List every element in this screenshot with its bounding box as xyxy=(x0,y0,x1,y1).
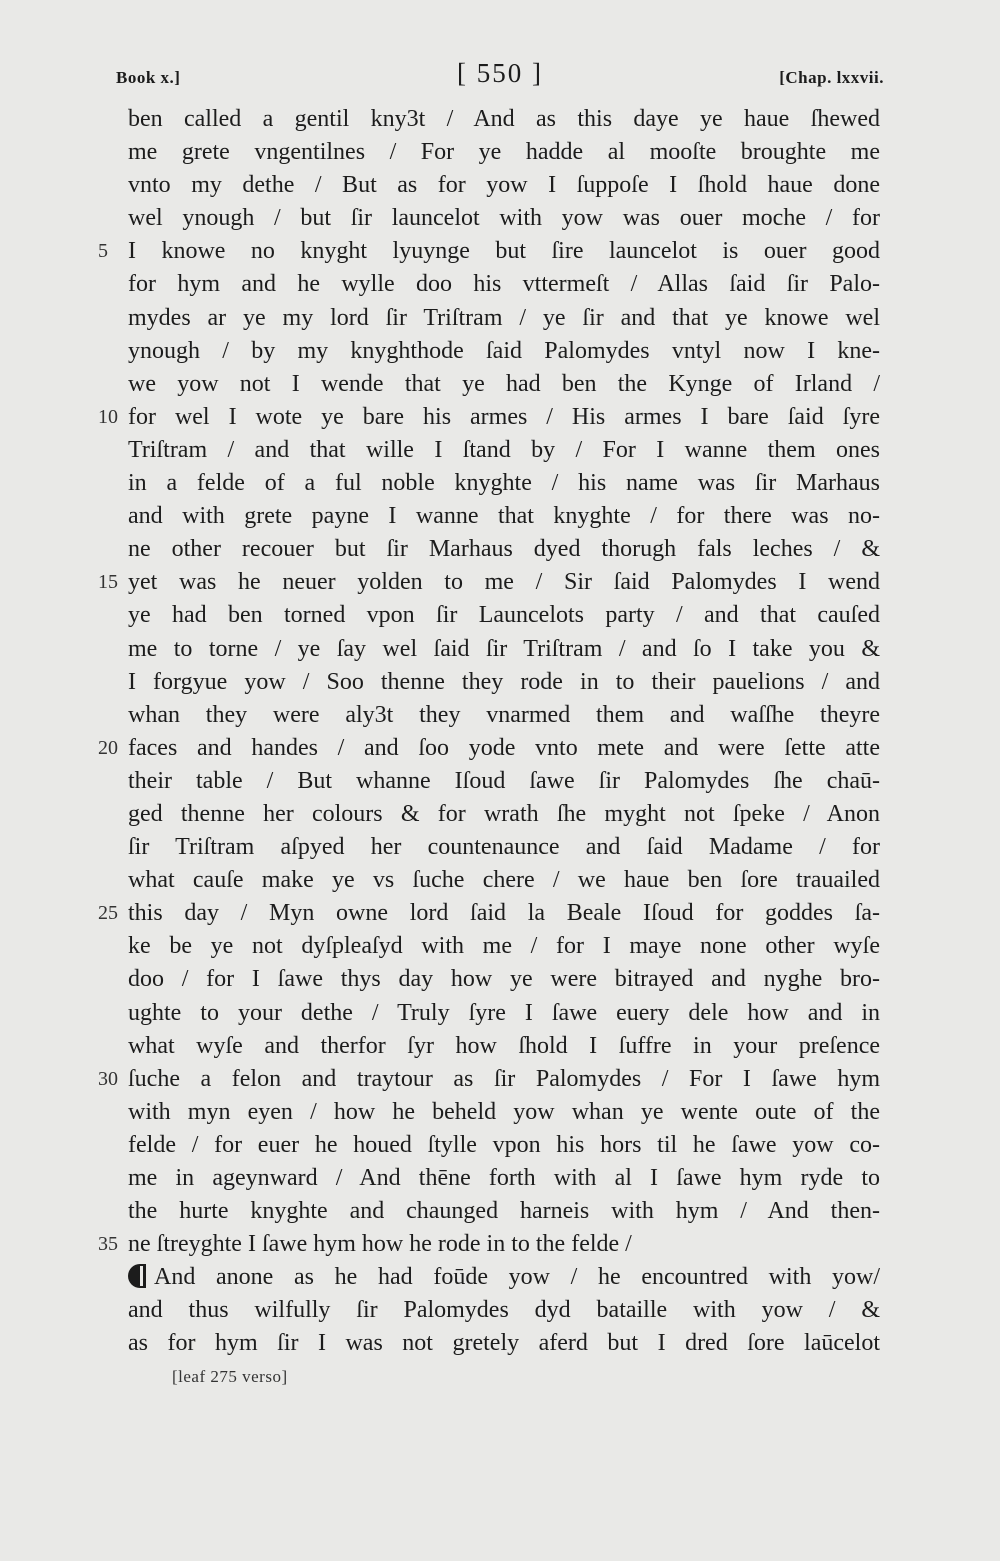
line-text: whan they were aly3t they vnarmed them and waſſhe theyre xyxy=(128,701,880,728)
line-text: in a felde of a ful noble knyghte / his name was ſir Marhaus xyxy=(128,470,880,497)
text-line xyxy=(128,169,880,202)
line-text: ughte to your dethe / Truly ſyre I ſawe euery dele how and in xyxy=(128,999,880,1026)
text-line xyxy=(128,434,880,467)
page-number: [ 550 ] xyxy=(457,58,543,88)
line-text: mydes ar ye my lord ſir Triſtram / ye ſir and that ye knowe wel xyxy=(128,304,880,331)
line-text: ged thenne her colours & for wrath ſhe myght not ſpeke / Anon xyxy=(128,800,880,827)
line-text: ye had ben torned vpon ſir Launcelots party / and that cauſed xyxy=(128,602,880,629)
line-text: ne other recouer but ſir Marhaus dyed thorugh fals leches / & xyxy=(128,536,880,563)
text-line xyxy=(128,699,880,732)
pilcrow-icon xyxy=(128,1264,146,1288)
line-text: me in ageynward / And thēne forth with al I ſawe hym ryde to xyxy=(128,1165,880,1191)
line-text: faces and handes / and ſoo yode vnto mete and were ſette atte xyxy=(128,734,880,761)
text-line xyxy=(98,235,880,268)
line-text: their table / But whanne Iſoud ſawe ſir Palomydes ſhe chaū- xyxy=(128,767,880,794)
text-line xyxy=(128,533,880,566)
text-line xyxy=(98,897,880,930)
line-text: ſir Triſtram aſpyed her countenaunce and ſaid Madame / for xyxy=(128,834,880,861)
line-text: for hym and he wylle doo his vttermeſt / Allas ſaid ſir Palo- xyxy=(128,271,880,298)
line-text: ſuche a felon and traytour as ſir Palomydes / For I ſawe hym xyxy=(128,1065,880,1092)
line-number: 15 xyxy=(98,571,118,594)
line-number: 30 xyxy=(98,1067,118,1090)
text-line xyxy=(128,997,880,1030)
text-line xyxy=(128,103,880,136)
line-text: what wyſe and therfor ſyr how ſhold I ſuffre in your preſence xyxy=(128,1032,880,1059)
text-line xyxy=(128,963,880,996)
line-text: what cauſe make ye vs ſuche chere / we haue ben ſore trauailed xyxy=(128,867,880,894)
line-text: wel ynough / but ſir launcelot with yow was ouer moche / for xyxy=(128,205,880,232)
text-line xyxy=(128,500,880,533)
text-line xyxy=(128,1162,880,1195)
line-text: vnto my dethe / But as for yow I ſuppoſe I ſhold haue done xyxy=(128,172,880,199)
text-line xyxy=(128,335,880,368)
text-line xyxy=(128,1294,880,1327)
line-text: ke be ye not dyſpleaſyd with me / for I maye none other wyſe xyxy=(128,933,880,960)
text-line xyxy=(128,633,880,666)
book-number: Book x.] xyxy=(116,68,181,87)
text-line xyxy=(128,831,880,864)
text-line xyxy=(128,136,880,169)
text-line xyxy=(128,467,880,500)
line-number: 20 xyxy=(98,736,118,759)
text-line xyxy=(128,1096,880,1129)
line-text: yet was he neuer yolden to me / Sir ſaid Palomydes I wend xyxy=(128,569,880,596)
text-line xyxy=(98,732,880,765)
line-text: the hurte knyghte and chaunged harneis with hym / And then- xyxy=(128,1198,880,1225)
chapter-number: [Chap. lxxvii. xyxy=(779,68,884,87)
text-line xyxy=(128,302,880,335)
running-header xyxy=(116,58,884,98)
line-text-content: And anone as he had foūde yow / he encountred with yow/ xyxy=(154,1264,880,1291)
line-text: ne ſtreyghte I ſawe hym how he rode in to the felde / xyxy=(128,1231,632,1258)
line-text: for wel I wote ye bare his armes / His armes I bare ſaid ſyre xyxy=(128,403,880,430)
text-line xyxy=(128,930,880,963)
line-text: I forgyue yow / Soo thenne they rode in to their pauelions / and xyxy=(128,668,880,695)
line-number: 35 xyxy=(98,1233,118,1256)
line-text: I knowe no knyght lyuynge but ſire launcelot is ouer good xyxy=(128,238,880,265)
line-number: 5 xyxy=(98,240,108,263)
text-line xyxy=(128,765,880,798)
text-line xyxy=(128,268,880,301)
leaf-note: [leaf 275 verso] xyxy=(172,1367,288,1386)
text-line xyxy=(128,864,880,897)
line-number: 10 xyxy=(98,405,118,428)
text-line xyxy=(128,1030,880,1063)
line-text: this day / Myn owne lord ſaid la Beale Iſoud for goddes ſa- xyxy=(128,900,880,927)
text-line xyxy=(98,401,880,434)
text-line xyxy=(128,368,880,401)
line-text: me to torne / ye ſay wel ſaid ſir Triſtram / and ſo I take you & xyxy=(128,635,880,662)
line-text: and thus wilfully ſir Palomydes dyd bataille with yow / & xyxy=(128,1297,880,1324)
line-text: felde / for euer he houed ſtylle vpon his hors til he ſawe yow co- xyxy=(128,1131,880,1158)
line-text: ynough / by my knyghthode ſaid Palomydes vntyl now I kne- xyxy=(128,337,880,364)
line-text xyxy=(128,1261,880,1294)
text-line xyxy=(98,1228,880,1261)
line-text: me grete vngentilnes / For ye hadde al mooſte broughte me xyxy=(128,139,880,166)
line-text: and with grete payne I wanne that knyghte / for there was no- xyxy=(128,503,880,530)
line-number: 25 xyxy=(98,902,118,925)
line-text: with myn eyen / how he beheld yow whan ye wente oute of the xyxy=(128,1098,880,1125)
text-line xyxy=(128,1261,880,1294)
line-text: as for hym ſir I was not gretely aferd but I dred ſore laūcelot xyxy=(128,1330,880,1357)
text-line xyxy=(128,798,880,831)
text-line xyxy=(98,1063,880,1096)
text-line xyxy=(128,202,880,235)
line-text: doo / for I ſawe thys day how ye were bitrayed and nyghe bro- xyxy=(128,966,880,993)
line-text: ben called a gentil kny3t / And as this daye ye haue ſhewed xyxy=(128,106,880,132)
line-text: we yow not I wende that ye had ben the Kynge of Irland / xyxy=(128,370,880,397)
text-line xyxy=(128,1129,880,1162)
line-text: Triſtram / and that wille I ſtand by / For I wanne them ones xyxy=(128,436,880,463)
text-body xyxy=(98,103,880,1361)
text-line xyxy=(128,599,880,632)
text-line xyxy=(128,666,880,699)
text-line xyxy=(128,1327,880,1360)
text-line xyxy=(98,566,880,599)
text-line xyxy=(128,1195,880,1228)
